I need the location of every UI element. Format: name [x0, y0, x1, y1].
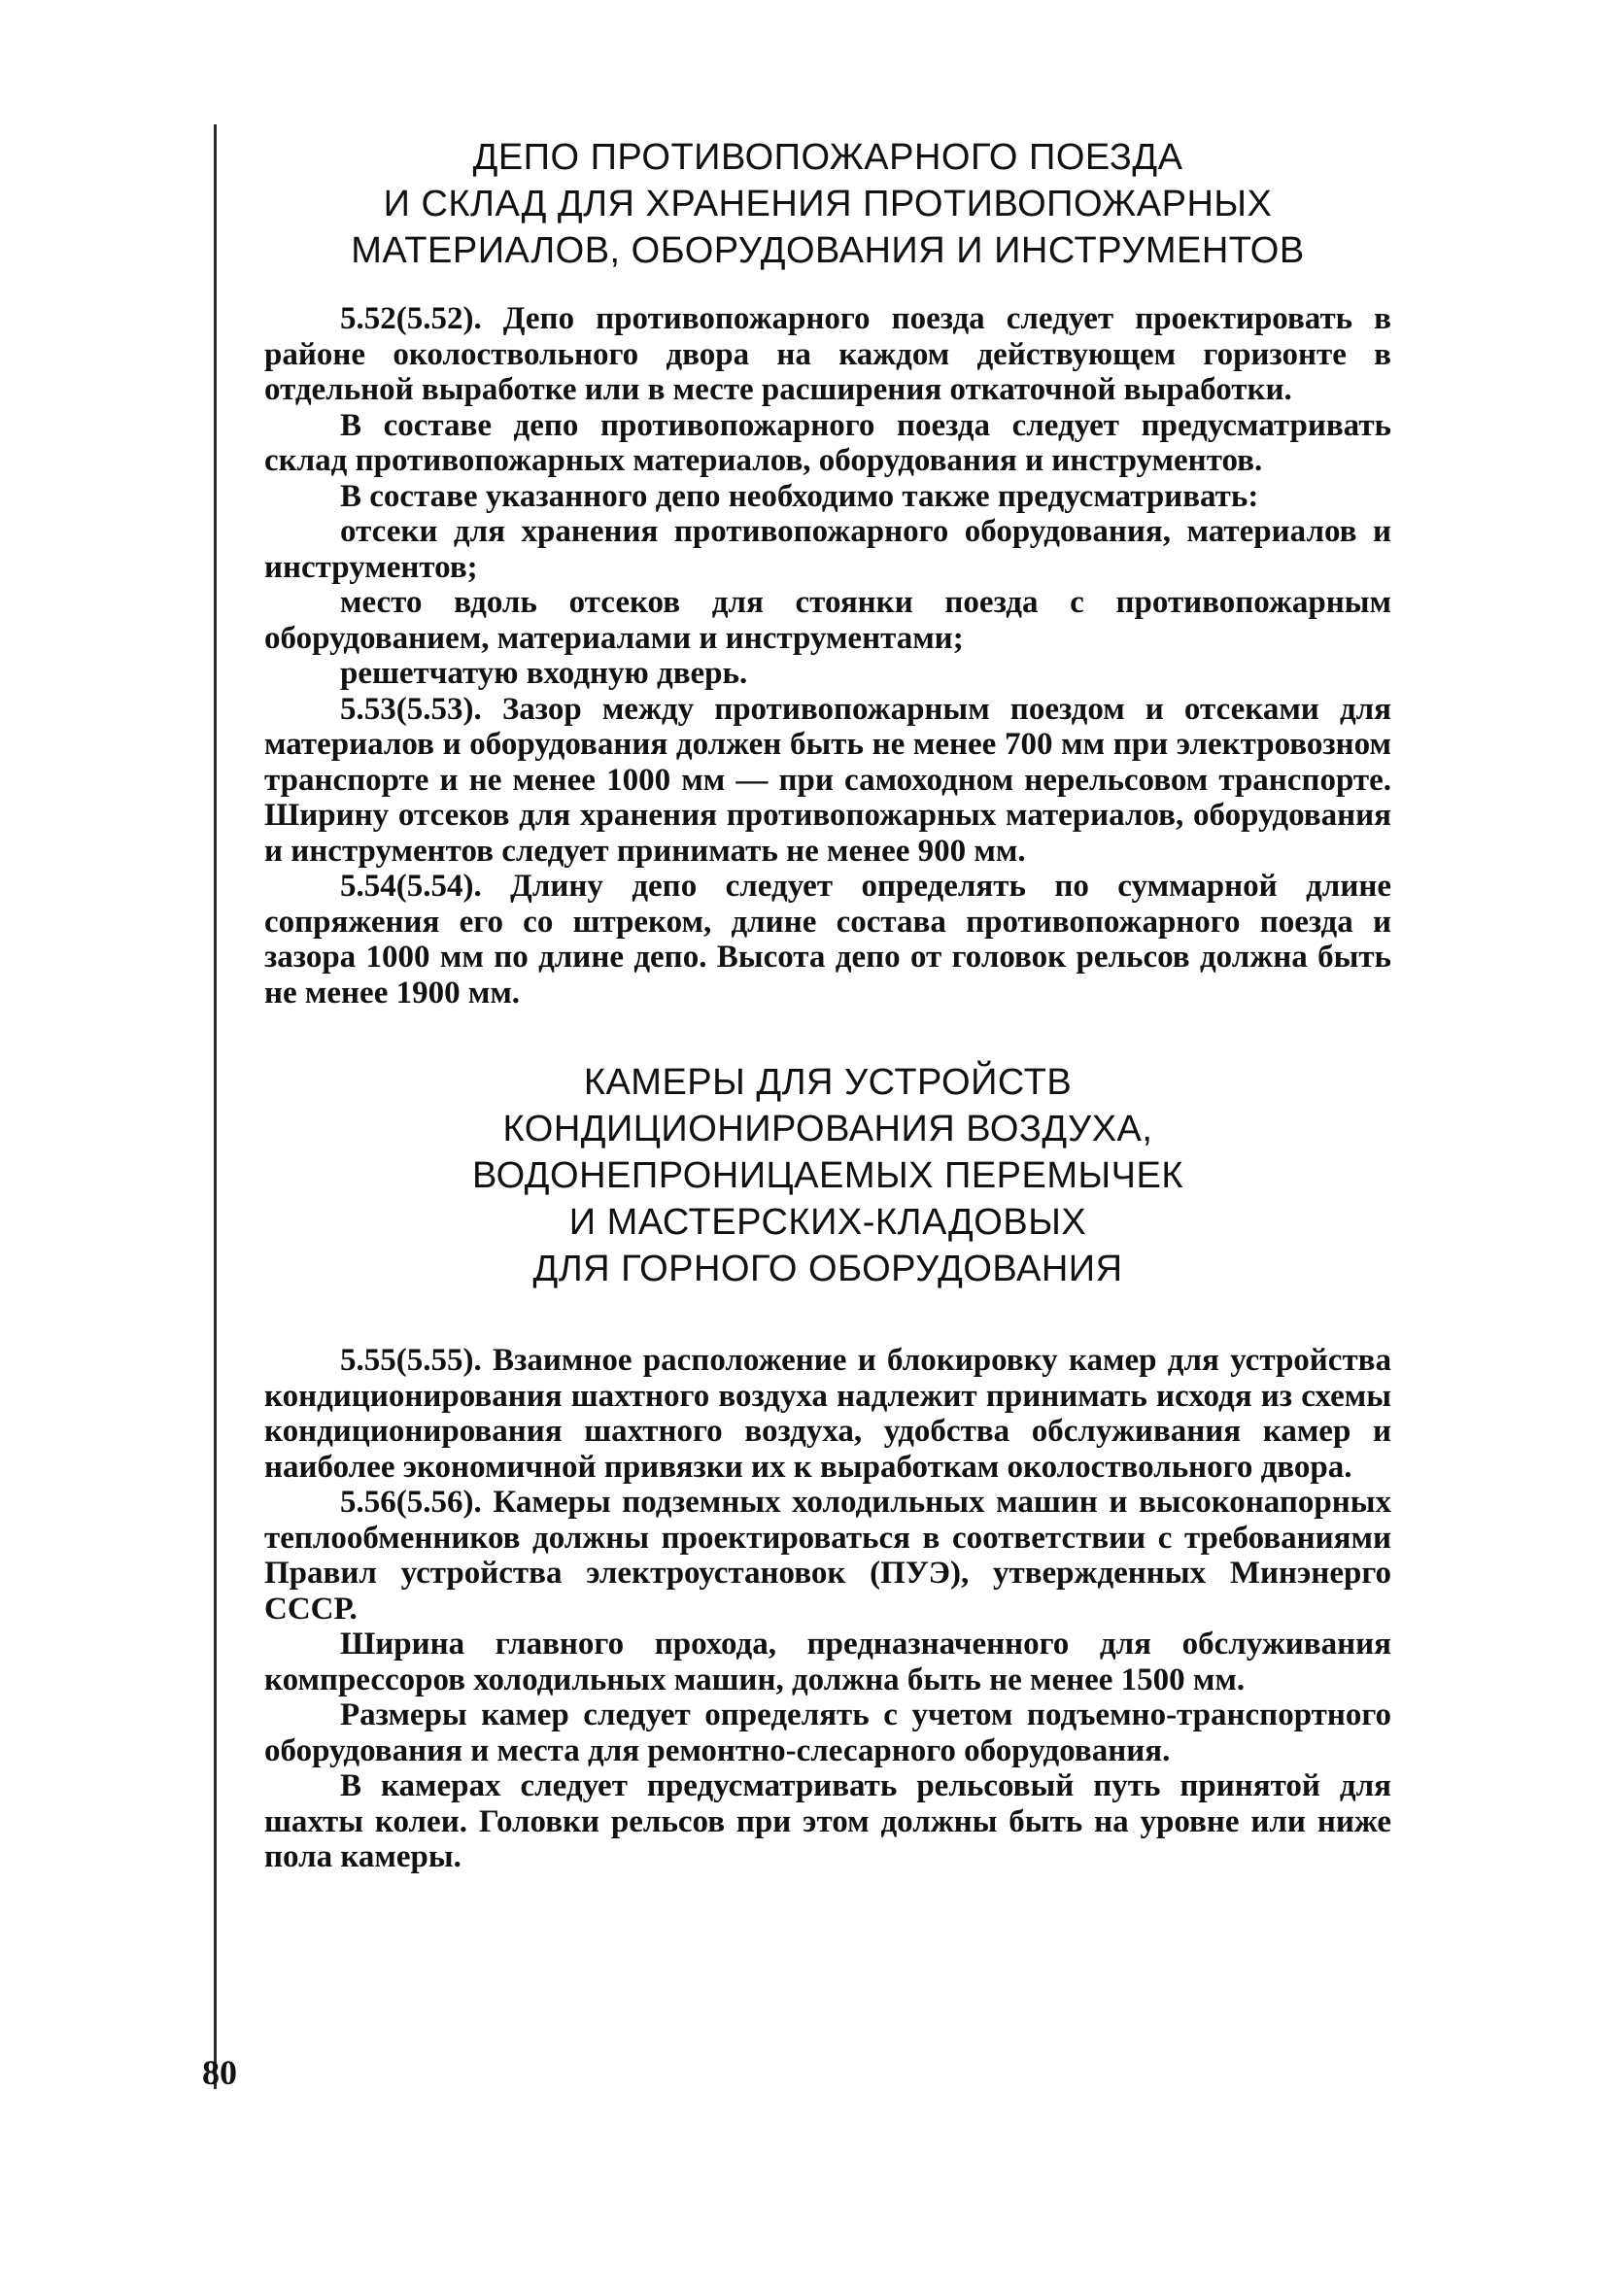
heading-line: И МАСТЕРСКИХ-КЛАДОВЫХ [568, 1202, 1087, 1243]
paragraph-text: Взаимное расположение и блокировку камер для устройства кондиционирования шахтного воздуха надлежит принимать исходя из схемы кондиционирования шахтного воздуха, удобства обслуживания камер и наиболее экономичной привязки их к выработкам околоствольного двора. [264, 1343, 1391, 1485]
paragraph-text: Зазор между противопожарным поездом и отсеками для материалов и оборудования должен быть не менее 700 мм при электровозном транспорте и не менее 1000 мм — при самоходном нерельсовом транспорте. Ширину отсеков для хранения противопожарных материалов, оборудования и инструментов следует принимать не менее 900 мм. [264, 691, 1391, 869]
section-heading-depot [264, 134, 1391, 274]
paragraph: Ширина главного прохода, предназначенного для обслуживания компрессоров холодильных машин, должна быть не менее 1500 мм. [264, 1627, 1391, 1697]
heading-line: ДЕПО ПРОТИВОПОЖАРНОГО ПОЕЗДА [472, 137, 1183, 178]
paragraph: В камерах следует предусматривать рельсовый путь принятой для шахты колеи. Головки рельсов при этом должны быть на уровне или ниже пола камеры. [264, 1768, 1391, 1874]
paragraph-5-56 [264, 1485, 1391, 1627]
page-number: 80 [202, 2053, 237, 2092]
heading-line: ВОДОНЕПРОНИЦАЕМЫХ ПЕРЕМЫЧЕК [472, 1155, 1183, 1196]
list-item: решетчатую входную дверь. [340, 656, 748, 691]
paragraph: Размеры камер следует определять с учетом подъемно-транспортного оборудования и места для ремонтно-слесарного оборудования. [264, 1697, 1391, 1768]
margin-rule [214, 124, 217, 2089]
paragraph-text: Камеры подземных холодильных машин и высоконапорных теплообменников должны проектироваться в соответствии с требованиями Правил устройства электроустановок (ПУЭ), утвержденных Минэнерго СССР. [264, 1485, 1391, 1627]
paragraph-5-52 [264, 301, 1391, 408]
clause-number: 5.56(5.56). [340, 1485, 482, 1520]
paragraph-5-54 [264, 869, 1391, 1011]
paragraph: В составе депо противопожарного поезда следует предусматривать склад противопожарных материалов, оборудования и инструментов. [264, 407, 1391, 478]
paragraph-5-53 [264, 692, 1391, 870]
heading-line: КАМЕРЫ ДЛЯ УСТРОЙСТВ [583, 1062, 1073, 1103]
paragraph-text: Длину депо следует определять по суммарной длине сопряжения его со штреком, длине состава противопожарного поезда и зазора 1000 мм по длине депо. Высота депо от головок рельсов должна быть не менее 1900 мм. [264, 869, 1391, 1011]
paragraph: В составе указанного депо необходимо также предусматривать: [340, 478, 1259, 514]
clause-number: 5.54(5.54). [340, 869, 482, 904]
heading-line: И СКЛАД ДЛЯ ХРАНЕНИЯ ПРОТИВОПОЖАРНЫХ [383, 184, 1273, 224]
paragraph-text: Депо противопожарного поезда следует проектировать в районе околоствольного двора на каждом действующем горизонте в отдельной выработке или в месте расширения откаточной выработки. [264, 301, 1391, 407]
list-item: отсеки для хранения противопожарного оборудования, материалов и инструментов; [264, 514, 1391, 585]
clause-number: 5.53(5.53). [340, 691, 482, 727]
clause-number: 5.55(5.55). [340, 1343, 482, 1378]
page-content [264, 134, 1391, 1875]
section-heading-chambers [264, 1059, 1391, 1292]
clause-number: 5.52(5.52). [340, 301, 482, 336]
heading-line: ДЛЯ ГОРНОГО ОБОРУДОВАНИЯ [532, 1249, 1123, 1289]
heading-line: МАТЕРИАЛОВ, ОБОРУДОВАНИЯ И ИНСТРУМЕНТОВ [351, 230, 1305, 271]
paragraph-5-55 [264, 1343, 1391, 1485]
list-item: место вдоль отсеков для стоянки поезда с противопожарным оборудованием, материалами и инструментами; [264, 585, 1391, 656]
heading-line: КОНДИЦИОНИРОВАНИЯ ВОЗДУХА, [502, 1109, 1153, 1149]
